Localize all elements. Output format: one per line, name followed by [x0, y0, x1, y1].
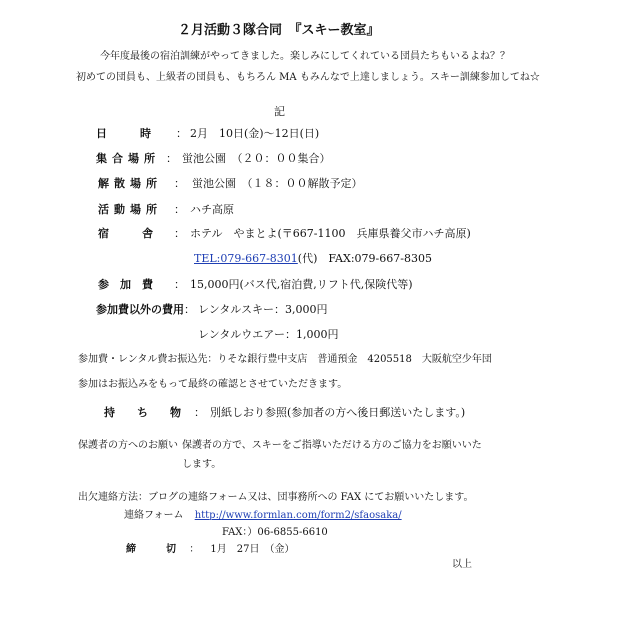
lodging-colon: ：: [174, 227, 185, 240]
ki-heading: 記: [274, 105, 285, 118]
intro-line-2: 初めての団員も、上級者の団員も、もちろん MA もみんなで上達しましょう。スキー訓練参加してね☆: [76, 72, 540, 83]
request-label: 保護者の方へのお願い: [78, 440, 178, 451]
deadline-label: 締 切: [126, 544, 176, 555]
form-label: 連絡フォーム: [124, 510, 184, 521]
meeting-label: 集合場所: [96, 152, 160, 165]
contact-form-line: [124, 511, 402, 521]
other-fees-value-1: レンタルスキー：3,000円: [198, 303, 328, 316]
other-fees-colon: ：: [184, 303, 195, 316]
meeting-value: 蛍池公園 （２０：００集合）: [182, 152, 331, 165]
page-title: ２月活動３隊合同 『スキー教室』: [178, 23, 380, 38]
other-fees-label: 参加費以外の費用: [96, 303, 184, 316]
tel-link[interactable]: TEL:079-667-8301: [194, 252, 298, 265]
confirm-note: 参加はお振込みをもって最終の確認とさせていただきます。: [78, 379, 348, 390]
date-label: 日 時: [96, 127, 151, 140]
date-colon: ：: [176, 127, 187, 140]
other-fees-value-2: レンタルウエアー：1,000円: [198, 328, 339, 341]
deadline-value: 1月 27日 （金）: [210, 544, 295, 555]
belongings-value: 別紙しおり参照(参加者の方へ後日郵送いたします。): [210, 406, 466, 419]
meeting-colon: ：: [166, 152, 177, 165]
venue-value: ハチ高原: [190, 203, 234, 216]
bank-info: 参加費・レンタル費お振込先：りそな銀行豊中支店 普通預金 4205518 大阪航空少年団: [78, 354, 492, 365]
venue-label: 活動場所: [98, 203, 162, 216]
fee-colon: ：: [174, 278, 185, 291]
lodging-contact: [194, 253, 432, 264]
contact-method: 出欠連絡方法：ブログの連絡フォーム又は、団事務所への FAX にてお願いいたします。: [78, 492, 474, 503]
fax-number: FAX：）06-6855-6610: [222, 527, 328, 538]
lodging-value: ホテル やまとよ(〒667-1100 兵庫県養父市ハチ高原): [190, 227, 471, 240]
fee-label: 参 加 費: [98, 278, 153, 291]
deadline-colon: ：: [189, 544, 200, 555]
belongings-label: 持 ち 物: [104, 406, 181, 419]
closing-text: 以上: [452, 559, 472, 570]
fee-value: 15,000円(バス代,宿泊費,リフト代,保険代等): [190, 278, 413, 291]
venue-colon: ：: [174, 203, 185, 216]
lodging-label: 宿 舎: [98, 227, 153, 240]
deadline-row: [126, 545, 294, 555]
tel-suffix: (代) FAX:079-667-8305: [297, 252, 432, 265]
dismissal-value: 蛍池公園 （１８：００解散予定）: [192, 177, 363, 190]
belongings-colon: ：: [194, 406, 205, 419]
form-url-link[interactable]: http://www.formlan.com/form2/sfaosaka/: [194, 510, 402, 521]
dismissal-label: 解散場所: [98, 177, 162, 190]
intro-line-1: 今年度最後の宿泊訓練がやってきました。楽しみにしてくれている団員たちもいるよね？？: [100, 51, 510, 62]
date-value: 2月 10日(金)〜12日(日): [190, 127, 320, 140]
request-line-2: します。: [182, 459, 222, 470]
request-line-1: 保護者の方で、スキーをご指導いただける方のご協力をお願いいた: [182, 440, 482, 451]
dismissal-colon: ：: [174, 177, 185, 190]
